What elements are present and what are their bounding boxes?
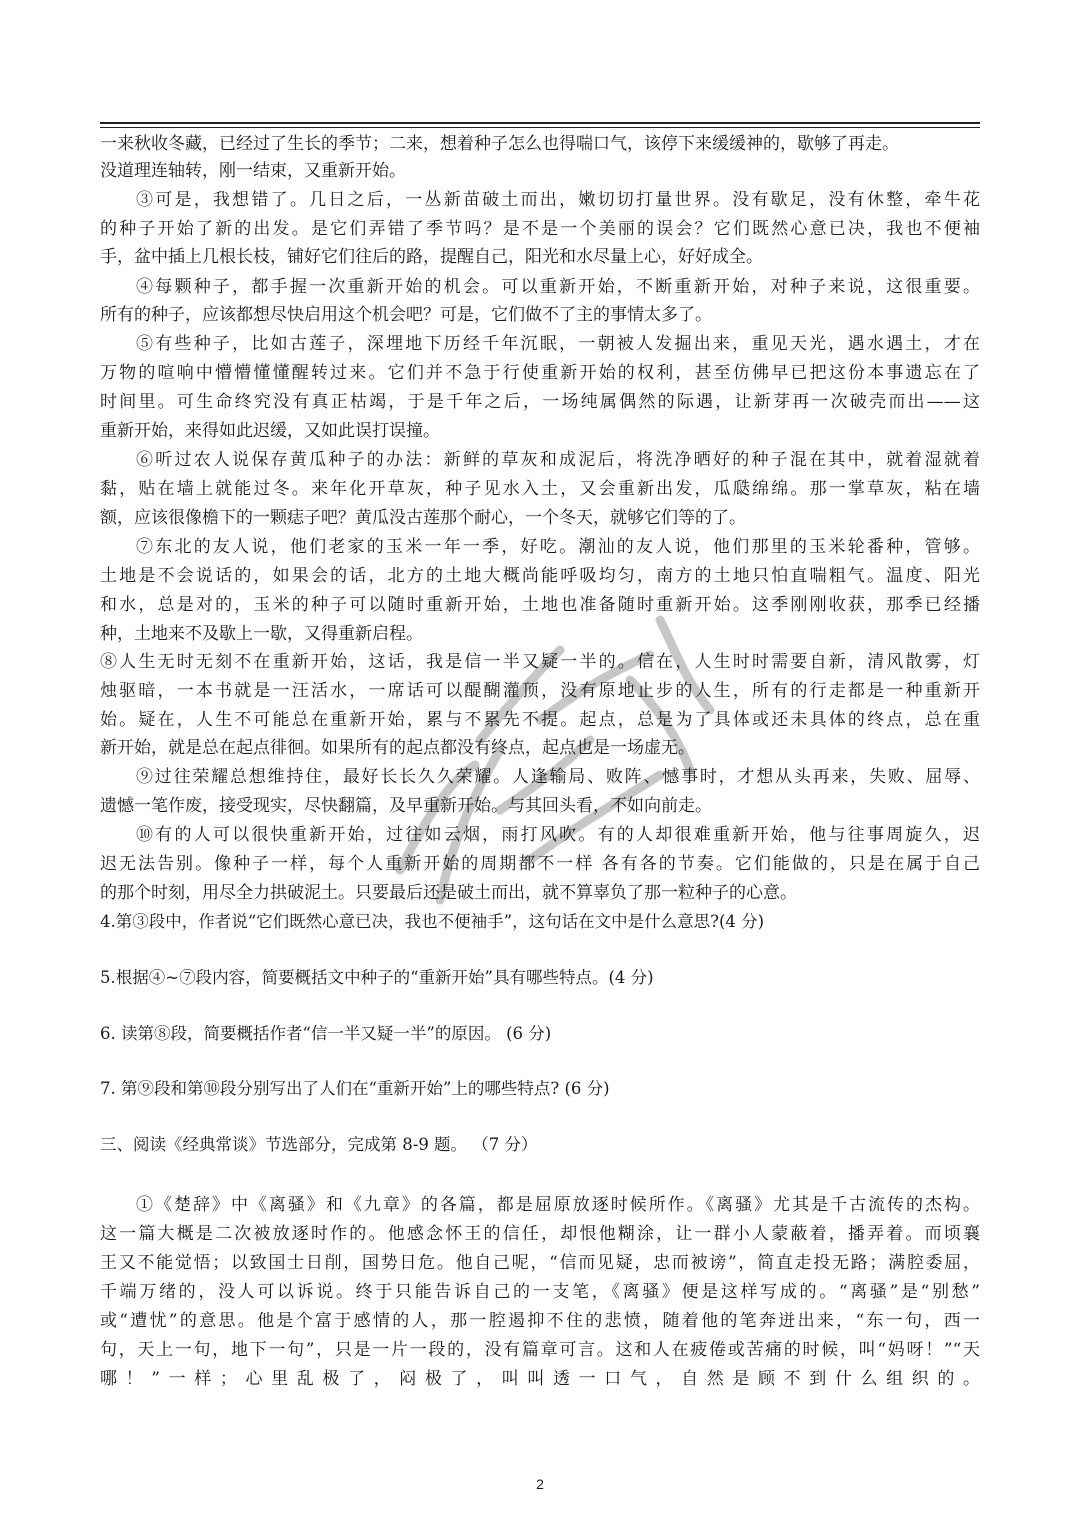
text-line: ⑧人生无时无刻不在重新开始，这话，我是信一半又疑一半的。信在，人生时时需要自新，清风散雾，灯: [100, 652, 980, 672]
text-line: 时间里。可生命终究没有真正枯竭，于是千年之后，一场纯属偶然的际遇，让新芽再一次破壳而出——这: [100, 392, 980, 412]
question-6: 6. 读第⑧段，简要概括作者“信一半又疑一半”的原因。 (6 分): [100, 1024, 552, 1043]
header-rule-thin: [100, 127, 980, 128]
text-line: 所有的种子，应该都想尽快启用这个机会吧？可是，它们做不了主的事情太多了。: [100, 305, 712, 325]
text-line: 烛驱暗，一本书就是一汪活水，一席话可以醍醐灌顶，没有原地止步的人生，所有的行走都是一种重新开: [100, 681, 980, 701]
text-line: 的那个时刻，用尽全力拱破泥土。只要最后还是破土而出，就不算辜负了那一粒种子的心意。: [100, 883, 797, 903]
text-line: ⑦东北的友人说，他们老家的玉米一年一季，好吃。潮汕的友人说，他们那里的玉米轮番种，管够。: [136, 537, 980, 557]
text-line: 种，土地来不及歇上一歇，又得重新启程。: [100, 624, 423, 644]
text-line: 没道理连轴转，刚一结束，又重新开始。: [100, 161, 406, 181]
text-line: ④每颗种子，都手握一次重新开始的机会。可以重新开始，不断重新开始，对种子来说，这很重要。: [136, 277, 980, 297]
text-line: 或“遭忧”的意思。他是个富于感情的人，那一腔遏抑不住的悲愤，随着他的笔奔迸出来，“东一句，西一: [100, 1311, 980, 1331]
question-5: 5.根据④~⑦段内容，简要概括文中种子的“重新开始”具有哪些特点。(4 分): [100, 968, 654, 987]
text-line: 额，应该很像檐下的一颗痣子吧？黄瓜没古莲那个耐心，一个冬天，就够它们等的了。: [100, 508, 746, 528]
text-line: ①《楚辞》中《离骚》和《九章》的各篇，都是屈原放逐时候所作。《离骚》尤其是千古流传的杰构。: [136, 1195, 980, 1215]
text-line: 迟无法告别。像种子一样，每个人重新开始的周期都不一样 各有各的节奏。它们能做的，只是在属于自己: [100, 854, 980, 874]
text-line: 千端万绪的，没人可以诉说。终于只能告诉自己的一支笔，《离骚》便是这样写成的。“离骚”是“别愁”: [100, 1282, 980, 1302]
text-line: ⑩有的人可以很快重新开始，过往如云烟，雨打风吹。有的人却很难重新开始，他与往事周旋久，迟: [136, 825, 980, 845]
text-line: 始。疑在，人生不可能总在重新开始，累与不累先不提。起点，总是为了具体或还未具体的终点，总在重: [100, 710, 980, 730]
text-line: 王又不能觉悟；以致国士日削，国势日危。他自己呢，“信而见疑，忠而被谤”，简直走投无路；满腔委屈，: [100, 1253, 980, 1273]
text-line: 遗憾一笔作废，接受现实，尽快翻篇，及早重新开始。与其回头看，不如向前走。: [100, 796, 712, 816]
question-4: 4.第③段中，作者说“它们既然心意已决，我也不便袖手”，这句话在文中是什么意思?(4 分): [100, 912, 765, 931]
text-line: 这一篇大概是二次被放逐时作的。他感念怀王的信任，却恨他糊涂，让一群小人蒙蔽着，播弄着。而顷襄: [100, 1224, 980, 1244]
text-line: 一来秋收冬藏，已经过了生长的季节；二来，想着种子怎么也得喘口气，该停下来缓缓神的，歇够了再走。: [100, 134, 899, 154]
text-line: 万物的喧响中懵懵懂懂醒转过来。它们并不急于行使重新开始的权利，甚至仿佛早已把这份本事遗忘在了: [100, 363, 980, 383]
text-line: 黏，贴在墙上就能过冬。来年化开草灰，种子见水入土，又会重新出发，瓜瓞绵绵。那一掌草灰，粘在墙: [100, 479, 980, 499]
text-line: 句，天上一句，地下一句”，只是一片一段的，没有篇章可言。这和人在疲倦或苦痛的时候，叫“妈呀！”“天: [100, 1340, 980, 1360]
page-number: 2: [536, 1476, 544, 1492]
section-heading: 三、阅读《经典常谈》节选部分，完成第 8-9 题。 （7 分）: [100, 1135, 538, 1154]
text-line: ③可是，我想错了。几日之后，一丛新苗破土而出，嫩切切打量世界。没有歇足，没有休整，牵牛花: [136, 190, 980, 210]
text-line: 新开始，就是总在起点徘徊。如果所有的起点都没有终点，起点也是一场虚无。: [100, 738, 695, 758]
header-rule-thick: [100, 122, 980, 124]
question-7: 7. 第⑨段和第⑩段分别写出了人们在“重新开始”上的哪些特点? (6 分): [100, 1079, 610, 1098]
text-line: ⑥听过农人说保存黄瓜种子的办法：新鲜的草灰和成泥后，将洗净晒好的种子混在其中，就着湿就着: [136, 450, 980, 470]
text-line: 手，盆中插上几根长枝，铺好它们往后的路，提醒自己，阳光和水尽量上心，好好成全。: [100, 247, 763, 267]
text-line: ⑤有些种子，比如古莲子，深埋地下历经千年沉眠，一朝被人发掘出来，重见天光，遇水遇土，才在: [136, 334, 980, 354]
text-line: ⑨过往荣耀总想维持住，最好长长久久荣耀。人逢输局、败阵、憾事时，才想从头再来，失败、屈辱、: [136, 767, 980, 787]
text-line: 重新开始，来得如此迟缓，又如此误打误撞。: [100, 421, 440, 441]
text-line: 的种子开始了新的出发。是它们弄错了季节吗？是不是一个美丽的误会？它们既然心意已决，我也不便袖: [100, 219, 980, 239]
text-line: 哪！”一样；心里乱极了，闷极了，叫叫透一口气，自然是顾不到什么组织的。: [100, 1369, 980, 1389]
text-line: 和水，总是对的，玉米的种子可以随时重新开始，土地也准备随时重新开始。这季刚刚收获，那季已经播: [100, 595, 980, 615]
text-line: 土地是不会说话的，如果会的话，北方的土地大概尚能呼吸均匀，南方的土地只怕直喘粗气。温度、阳光: [100, 566, 980, 586]
